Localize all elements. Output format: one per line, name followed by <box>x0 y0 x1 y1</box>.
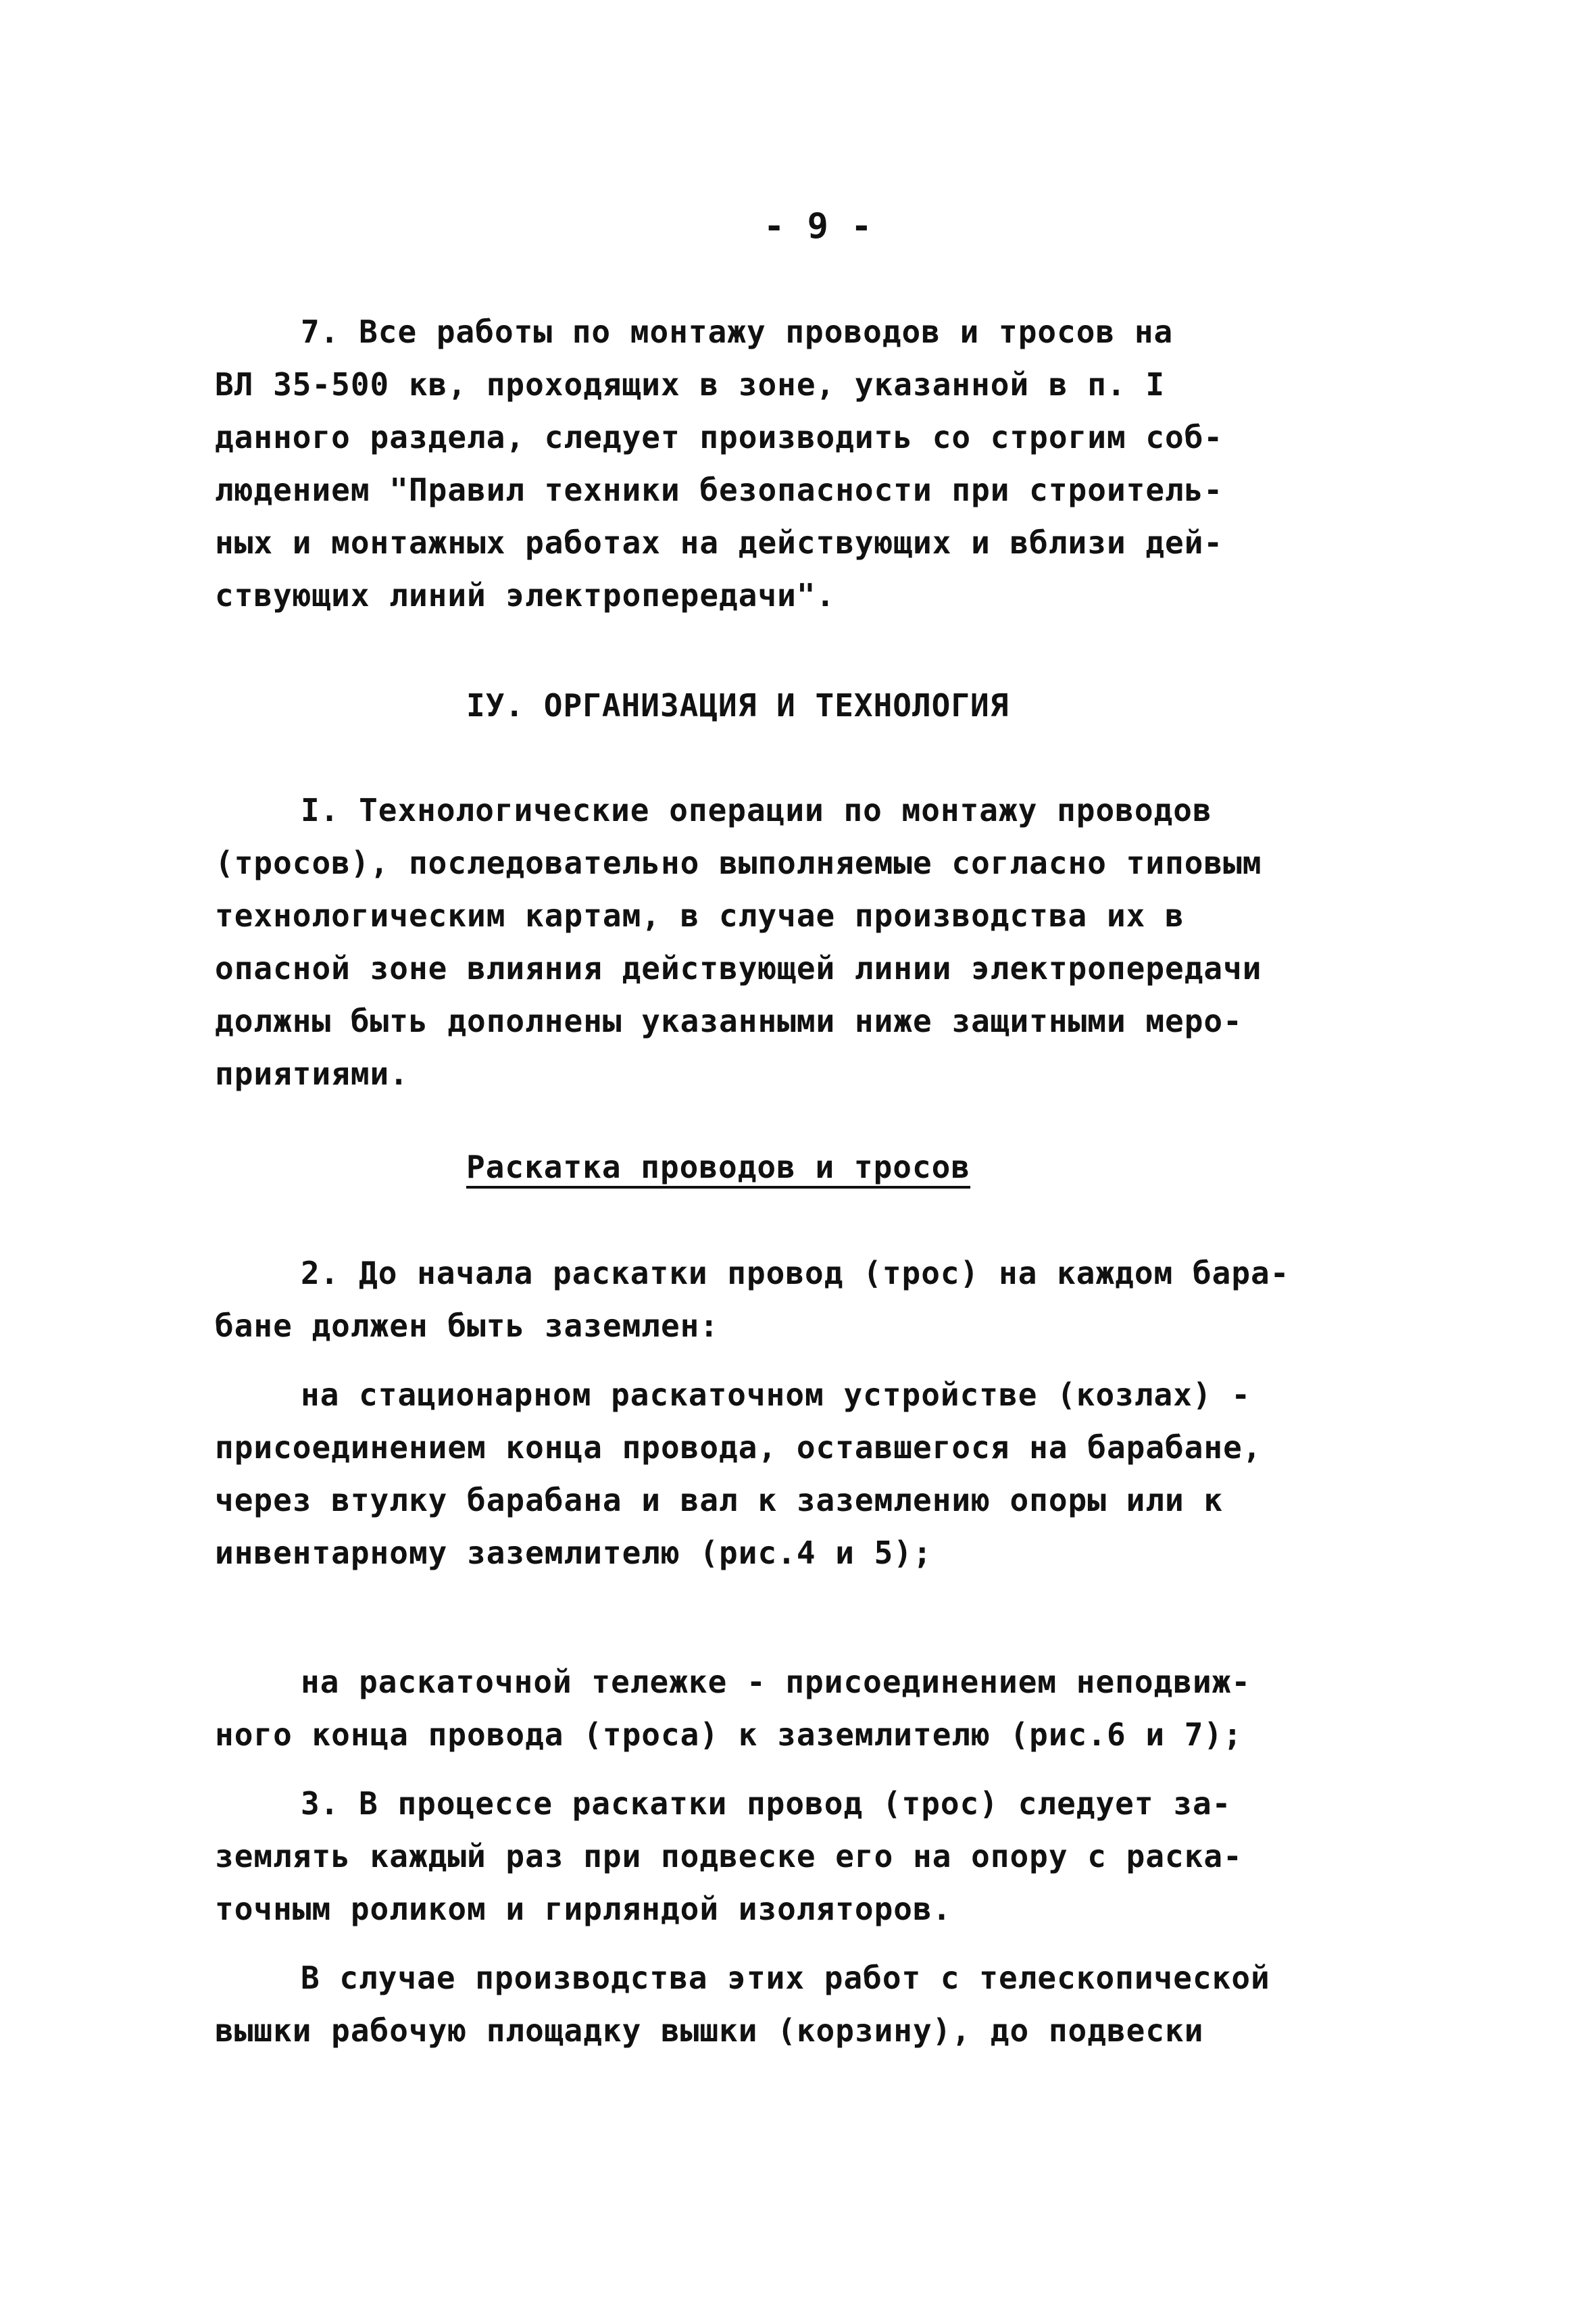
text-line: вышки рабочую площадку вышки (корзину), до подвески <box>215 2012 1204 2049</box>
text-line: 7. Все работы по монтажу проводов и тросов на <box>301 314 1174 350</box>
text-line: точным роликом и гирляндой изоляторов. <box>215 1891 952 1927</box>
text-line: присоединением конца провода, оставшегося на барабане, <box>215 1429 1262 1466</box>
text-line: приятиями. <box>215 1055 409 1092</box>
text-line: ствующих линий электропередачи". <box>215 577 836 614</box>
section-heading: IУ. ОРГАНИЗАЦИЯ И ТЕХНОЛОГИЯ <box>466 687 1009 724</box>
text-line: должны быть дополнены указанными ниже защитными меро- <box>215 1003 1243 1039</box>
text-line: 3. В процессе раскатки провод (трос) следует за- <box>301 1785 1232 1822</box>
page-number: - 9 - <box>764 206 873 247</box>
text-line: людением "Правил техники безопасности при строитель- <box>215 472 1224 508</box>
text-line: 2. До начала раскатки провод (трос) на каждом бара- <box>301 1255 1290 1291</box>
text-line: (тросов), последовательно выполняемые согласно типовым <box>215 845 1262 881</box>
text-line: землять каждый раз при подвеске его на опору с раска- <box>215 1838 1243 1874</box>
text-line: бане должен быть заземлен: <box>215 1308 720 1344</box>
text-line: ного конца провода (троса) к заземлителю (рис.6 и 7); <box>215 1716 1243 1753</box>
subheading: Раскатка проводов и тросов <box>466 1149 971 1185</box>
text-line: I. Технологические операции по монтажу проводов <box>301 792 1212 828</box>
text-line: опасной зоне влияния действующей линии электропередачи <box>215 950 1262 987</box>
text-line: на раскаточной тележке - присоединением неподвиж- <box>301 1664 1251 1700</box>
text-line: на стационарном раскаточном устройстве (козлах) - <box>301 1376 1251 1413</box>
text-line: данного раздела, следует производить со строгим соб- <box>215 419 1224 455</box>
text-line: технологическим картам, в случае производства их в <box>215 897 1184 934</box>
text-line: ных и монтажных работах на действующих и вблизи дей- <box>215 524 1224 561</box>
text-line: ВЛ 35-500 кв, проходящих в зоне, указанной в п. I <box>215 366 1166 403</box>
text-line: В случае производства этих работ с телескопической <box>301 1960 1270 1996</box>
text-line: инвентарному заземлителю (рис.4 и 5); <box>215 1535 932 1571</box>
text-line: через втулку барабана и вал к заземлению опоры или к <box>215 1482 1224 1518</box>
